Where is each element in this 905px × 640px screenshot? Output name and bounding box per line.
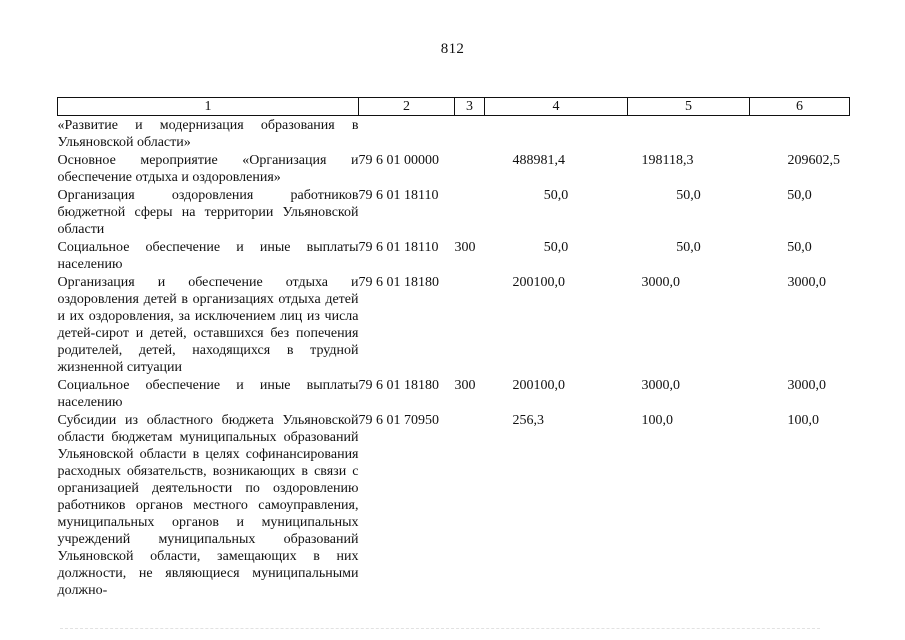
- page-number: 812: [440, 41, 465, 57]
- row-value-6: [750, 116, 850, 152]
- column-header-2: 2: [359, 98, 455, 116]
- row-name: Организация оздоровления работников бюджетной сферы на территории Ульяновской области: [57, 188, 359, 237]
- table-row: [58, 186, 850, 238]
- row-expense-type: 300: [454, 240, 476, 255]
- row-value-5: 3000,0: [641, 275, 680, 290]
- row-name: Основное мероприятие «Организация и обеспечение отдыха и оздоровления»: [57, 153, 359, 185]
- table-row: [58, 376, 850, 411]
- row-code: 79 6 01 18110: [358, 240, 439, 255]
- table-row: [58, 411, 850, 599]
- row-name: Субсидии из областного бюджета Ульяновской области бюджетам муниципальных образований Ульяновской области в целях софинансирования расходных обязательств, возникающих в связи с организацией деятельности по оздоровлению работников органов местного самоуправления, муниципальных органов и муниципальных учреждений муниципальных образований Ульяновской области, замещающих в них должности, не являющиеся муниципальными должно-: [57, 413, 359, 598]
- row-expense-type: [455, 186, 485, 238]
- row-name: «Развитие и модернизация образования в Ульяновской области»: [57, 118, 359, 150]
- row-value-5: 50,0: [676, 188, 701, 203]
- row-value-6: 3000,0: [787, 378, 826, 393]
- row-code: [359, 116, 455, 152]
- row-value-4: 50,0: [543, 188, 569, 203]
- column-header-6: 6: [750, 98, 850, 116]
- row-value-5: 50,0: [676, 240, 701, 255]
- row-code: 79 6 01 70950: [358, 413, 439, 428]
- row-expense-type: [455, 116, 485, 152]
- row-value-4: 256,3: [512, 413, 544, 428]
- row-value-4: 200100,0: [512, 378, 565, 393]
- column-header-4: 4: [485, 98, 628, 116]
- scan-edge-artifact: [60, 628, 820, 631]
- budget-table: [57, 97, 850, 599]
- row-value-6: 209602,5: [787, 153, 840, 168]
- table-row: [58, 238, 850, 273]
- row-name: Социальное обеспечение и иные выплаты населению: [57, 240, 359, 272]
- row-value-5: 100,0: [641, 413, 673, 428]
- row-code: 79 6 01 18110: [358, 188, 439, 203]
- row-value-6: 3000,0: [787, 275, 826, 290]
- row-value-5: [628, 116, 750, 152]
- row-value-5: 3000,0: [641, 378, 680, 393]
- column-header-5: 5: [628, 98, 750, 116]
- row-expense-type: [455, 273, 485, 376]
- row-value-6: 50,0: [787, 240, 812, 255]
- row-code: 79 6 01 18180: [358, 378, 439, 393]
- column-header-1: 1: [58, 98, 359, 116]
- row-value-4: 50,0: [543, 240, 569, 255]
- row-value-5: 198118,3: [641, 153, 694, 168]
- header-row: [58, 98, 850, 116]
- row-expense-type: [455, 151, 485, 186]
- row-code: 79 6 01 18180: [358, 275, 439, 290]
- row-value-4: [485, 116, 628, 152]
- row-expense-type: 300: [454, 378, 476, 393]
- row-expense-type: [455, 411, 485, 599]
- row-name: Организация и обеспечение отдыха и оздоровления детей в организациях отдыха детей и их оздоровления, за исключением лиц из числа детей-сирот и детей, оставшихся без попечения родителей, детей, находящихся в трудной жизненной ситуации: [57, 275, 359, 375]
- row-value-4: 200100,0: [512, 275, 565, 290]
- column-header-3: 3: [455, 98, 485, 116]
- table-row: [58, 273, 850, 376]
- row-value-6: 100,0: [787, 413, 819, 428]
- row-name: Социальное обеспечение и иные выплаты населению: [57, 378, 359, 410]
- row-value-6: 50,0: [787, 188, 812, 203]
- row-code: 79 6 01 00000: [358, 153, 439, 168]
- row-value-4: 488981,4: [512, 153, 565, 168]
- table-row: [58, 151, 850, 186]
- table-row: [58, 116, 850, 152]
